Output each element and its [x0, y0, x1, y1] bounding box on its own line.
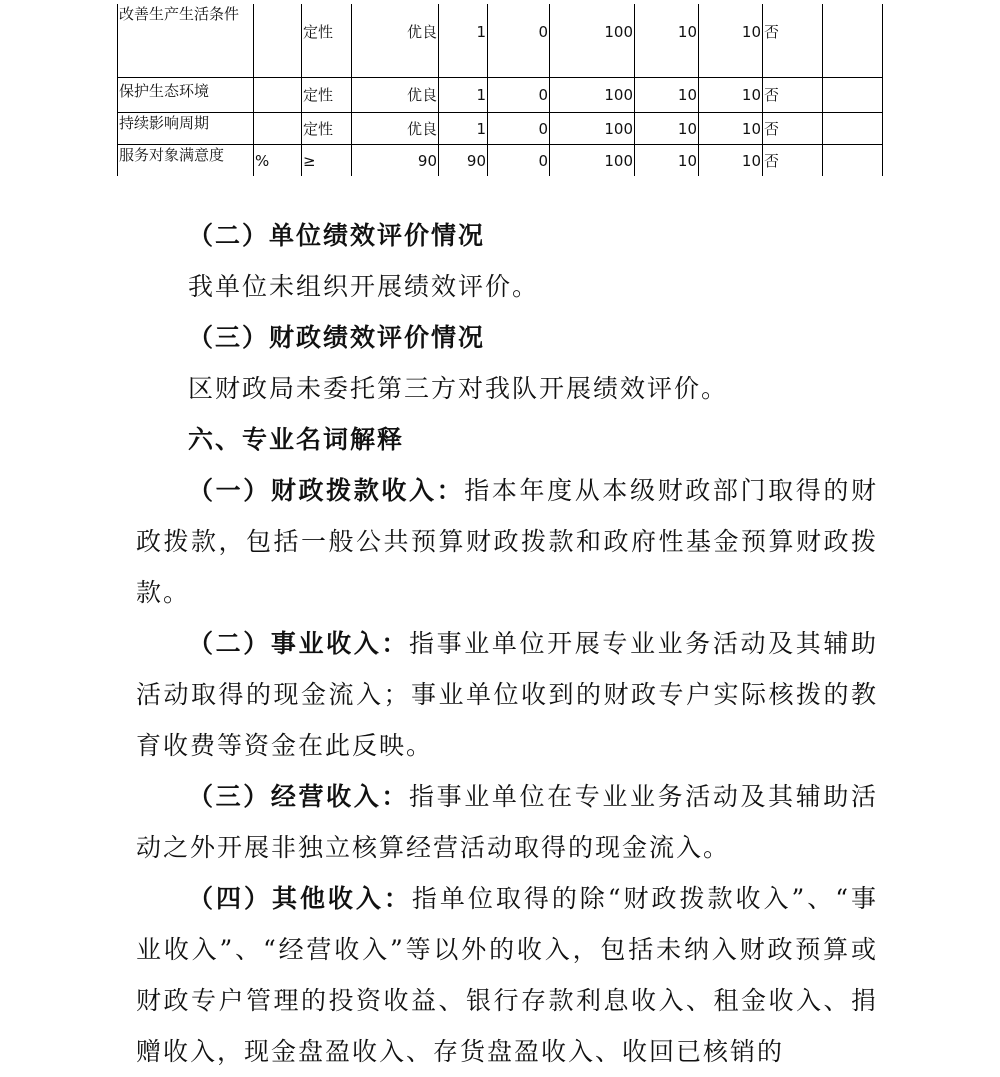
- indicator-name: 持续影响周期: [118, 113, 254, 145]
- indicator-col6: 100: [550, 145, 635, 177]
- fin-eval-text: 区财政局未委托第三方对我队开展绩效评价。: [188, 374, 729, 403]
- term-paragraph: [136, 873, 878, 1077]
- document-body: [136, 210, 878, 1077]
- indicator-actual: 1: [439, 4, 488, 78]
- indicator-target: 优良: [352, 113, 439, 145]
- indicator-unit: [254, 4, 302, 78]
- fin-eval-heading: （三）财政绩效评价情况: [188, 323, 486, 352]
- indicator-flag: 否: [763, 113, 823, 145]
- indicator-col5: 0: [488, 4, 550, 78]
- term-paragraph: [136, 771, 878, 873]
- indicator-col5: 0: [488, 78, 550, 113]
- indicator-col6: 100: [550, 113, 635, 145]
- indicator-col6: 100: [550, 78, 635, 113]
- indicator-remark: [823, 113, 883, 145]
- indicator-name: 保护生态环境: [118, 78, 254, 113]
- indicator-actual: 1: [439, 113, 488, 145]
- indicator-remark: [823, 78, 883, 113]
- table-row: [118, 145, 883, 177]
- indicator-col5: 0: [488, 113, 550, 145]
- indicator-flag: 否: [763, 78, 823, 113]
- indicator-unit: [254, 78, 302, 113]
- indicator-col6: 100: [550, 4, 635, 78]
- indicator-remark: [823, 145, 883, 177]
- indicator-actual: 90: [439, 145, 488, 177]
- term-label: （一）财政拨款收入：: [188, 476, 465, 505]
- term-paragraph: [136, 465, 878, 618]
- indicator-type: ≥: [302, 145, 352, 177]
- indicator-unit: %: [254, 145, 302, 177]
- indicator-flag: 否: [763, 4, 823, 78]
- term-label: （二）事业收入：: [188, 629, 409, 658]
- indicator-col8: 10: [699, 145, 763, 177]
- indicator-unit: [254, 113, 302, 145]
- indicator-col8: 10: [699, 78, 763, 113]
- term-text: 指事业单位开展专业业务活动及其辅助活动取得的现金流入；事业单位收到的财政专户实际核拨的教育收费等资金在此反映。: [136, 629, 878, 760]
- performance-indicator-table: [117, 4, 883, 176]
- indicator-type: 定性: [302, 4, 352, 78]
- table-row: [118, 113, 883, 145]
- indicator-col8: 10: [699, 113, 763, 145]
- indicator-type: 定性: [302, 113, 352, 145]
- unit-eval-text: 我单位未组织开展绩效评价。: [188, 272, 540, 301]
- term-label: （四）其他收入：: [188, 884, 412, 913]
- indicator-col7: 10: [635, 113, 699, 145]
- indicator-target: 优良: [352, 4, 439, 78]
- indicator-col7: 10: [635, 4, 699, 78]
- table-row: [118, 78, 883, 113]
- term-text: 指单位取得的除“财政拨款收入”、“事业收入”、“经营收入”等以外的收入，包括未纳入财政预算或财政专户管理的投资收益、银行存款利息收入、租金收入、捐赠收入，现金盘盈收入、存货盘盈收入、收回已核销的: [136, 884, 878, 1066]
- indicator-col8: 10: [699, 4, 763, 78]
- indicator-col5: 0: [488, 145, 550, 177]
- unit-eval-heading: （二）单位绩效评价情况: [188, 221, 486, 250]
- indicator-name: 改善生产生活条件: [118, 4, 254, 78]
- indicator-actual: 1: [439, 78, 488, 113]
- term-paragraph: [136, 618, 878, 771]
- indicator-type: 定性: [302, 78, 352, 113]
- indicator-target: 90: [352, 145, 439, 177]
- section-heading: 六、专业名词解释: [188, 425, 405, 454]
- table-row: [118, 4, 883, 78]
- term-text: 指事业单位在专业业务活动及其辅助活动之外开展非独立核算经营活动取得的现金流入。: [136, 782, 878, 862]
- indicator-flag: 否: [763, 145, 823, 177]
- indicator-target: 优良: [352, 78, 439, 113]
- term-label: （三）经营收入：: [188, 782, 409, 811]
- indicator-name: 服务对象满意度: [118, 145, 254, 177]
- indicator-remark: [823, 4, 883, 78]
- indicator-col7: 10: [635, 145, 699, 177]
- term-text: 指本年度从本级财政部门取得的财政拨款，包括一般公共预算财政拨款和政府性基金预算财政拨款。: [136, 476, 878, 607]
- indicator-col7: 10: [635, 78, 699, 113]
